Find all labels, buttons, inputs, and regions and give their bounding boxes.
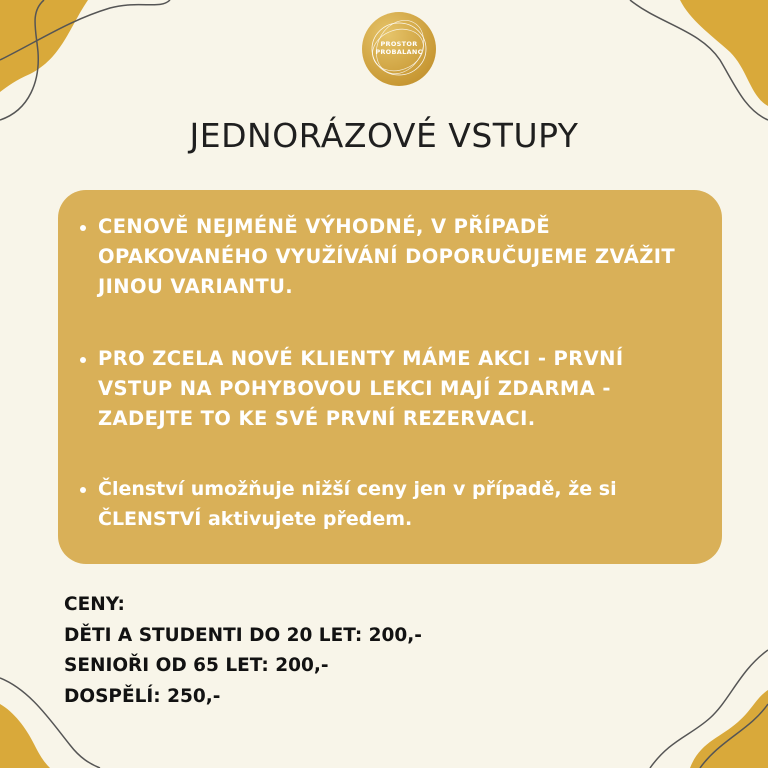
price-heading: CENY: — [64, 594, 125, 615]
info-card — [58, 190, 722, 564]
top-right-gold-shape — [680, 0, 768, 106]
logo-line-1: PROSTOR — [380, 40, 418, 48]
logo-line-2: PROBALANC — [375, 48, 423, 56]
info-item-pricing: CENOVĚ NEJMÉNĚ VÝHODNÉ, V PŘÍPADĚ OPAKOVANÉHO VYUŽÍVÁNÍ DOPORUČUJEME ZVÁŽIT JINOU VARIANTU. — [78, 212, 692, 302]
price-line-seniors: SENIOŘI OD 65 LET: 200,- — [64, 655, 329, 676]
info-list — [78, 212, 692, 534]
brand-logo — [362, 12, 436, 86]
info-item-membership: Členství umožňuje nižší ceny jen v případě, že si ČLENSTVÍ aktivujete předem. — [78, 474, 692, 534]
top-left-gold-shape — [0, 0, 88, 92]
info-item-new-clients: PRO ZCELA NOVÉ KLIENTY MÁME AKCI - PRVNÍ VSTUP NA POHYBOVOU LEKCI MAJÍ ZDARMA - ZADEJTE TO KE SVÉ PRVNÍ REZERVACI. — [78, 344, 692, 434]
page-title: JEDNORÁZOVÉ VSTUPY — [189, 116, 579, 155]
price-list — [64, 590, 422, 712]
bottom-left-gold-shape — [0, 704, 50, 768]
bottom-right-gold-shape — [690, 690, 768, 768]
price-line-children-students: DĚTI A STUDENTI DO 20 LET: 200,- — [64, 624, 422, 646]
price-line-adults: DOSPĚLÍ: 250,- — [64, 685, 221, 707]
